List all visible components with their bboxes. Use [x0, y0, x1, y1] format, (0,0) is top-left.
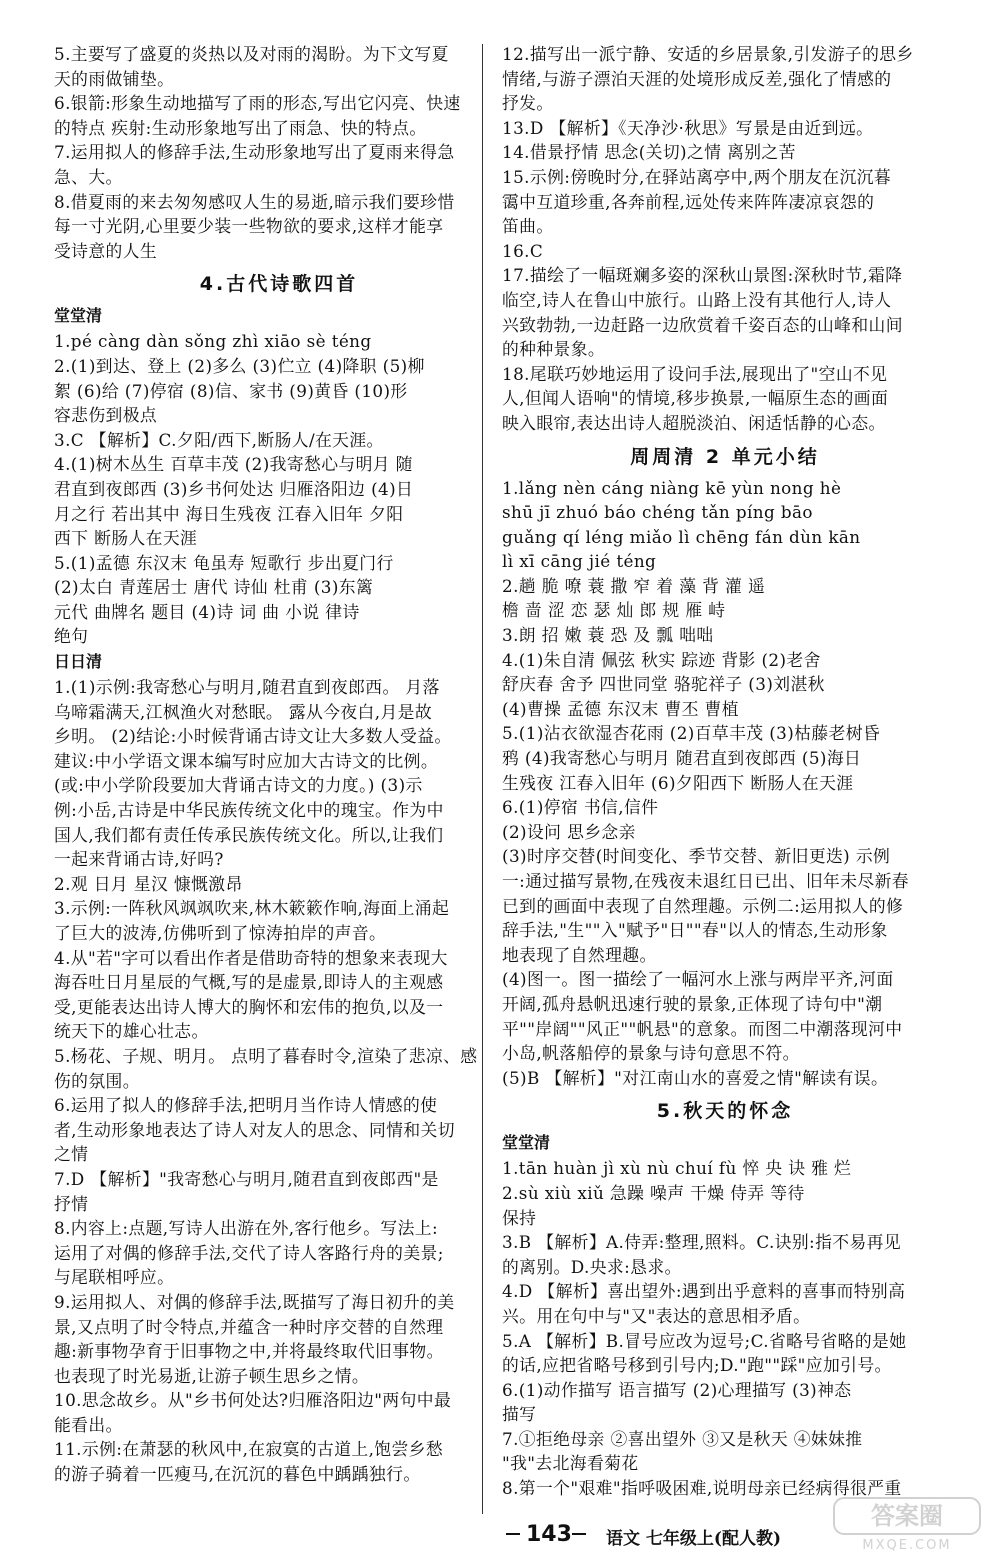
section-title: 周周清 2 单元小结: [630, 445, 820, 468]
text-line: 生残夜 江春入旧年 (6)夕阳西下 断肠人在天涯: [502, 772, 854, 793]
text-line: (5)B 【解析】"对江南山水的喜爱之情"解读有误。: [502, 1067, 889, 1088]
watermark-title: 答案圈: [871, 1502, 943, 1530]
text-line: 兴致勃勃,一边赶路一边欣赏着千姿百态的山峰和山间: [502, 314, 903, 335]
right-block-b: [502, 476, 948, 1091]
text-line: (2)太白 青莲居士 唐代 诗仙 杜甫 (3)东篱: [54, 577, 374, 598]
text-line: 一:通过描写景物,在残夜未退红日已出、旧年未尽新春: [502, 871, 909, 891]
text-line: 之情: [54, 1144, 89, 1165]
text-line: 能看出。: [54, 1414, 123, 1435]
left-block-a: [54, 42, 504, 263]
right-column: [502, 42, 948, 1501]
text-line: 2.趟 脆 嘹 蓑 撒 窄 着 藻 背 灌 遥: [502, 575, 766, 596]
right-block-a: [502, 42, 948, 436]
text-line: 景,又点明了时令特点,并蕴含一种时序交替的自然理: [54, 1316, 444, 1337]
text-line: 7.D 【解析】"我寄愁心与明月,随君直到夜郎西"是: [54, 1168, 439, 1189]
text-line: 14.借景抒情 思念(关切)之情 离别之苦: [502, 142, 796, 163]
right-block-c: [502, 1156, 948, 1500]
text-line: 笛曲。: [502, 216, 554, 237]
text-line: 5.(1)沾衣欲湿杏花雨 (2)百草丰茂 (3)枯藤老树昏: [502, 723, 881, 744]
text-line: 月之行 若出其中 海日生残夜 江春入旧年 夕阳: [54, 503, 404, 524]
text-line: 6.(1)停宿 书信,信件: [502, 797, 659, 818]
text-line: "我"去北海看菊花: [502, 1453, 639, 1474]
text-line: 伤的氛围。: [54, 1070, 140, 1091]
text-line: 1.(1)示例:我寄愁心与明月,随君直到夜郎西。 月落: [54, 677, 440, 698]
text-line: 人,但闻人语响"的情境,移步换景,一幅原生态的画面: [502, 388, 889, 409]
text-line: 4.D 【解析】喜出望外:遇到出乎意料的喜事而特别高: [502, 1281, 906, 1302]
text-line: 天的雨做铺垫。: [54, 68, 175, 89]
text-line: 运用了对偶的修辞手法,交代了诗人客路行舟的美景;: [54, 1242, 444, 1263]
text-line: 的话,应把省略号移到引号内;D."跑""踩"应加引号。: [502, 1355, 892, 1376]
text-line: 7.运用拟人的修辞手法,生动形象地写出了夏雨来得急: [54, 142, 455, 163]
text-line: 乌啼霜满天,江枫渔火对愁眠。 露从今夜白,月是故: [54, 701, 433, 722]
section-title: 4.古代诗歌四首: [199, 273, 359, 296]
text-line: 了巨大的波涛,仿佛听到了惊涛拍岸的声音。: [54, 923, 387, 943]
text-line: 君直到夜郎西 (3)乡书何处达 归雁洛阳边 (4)日: [54, 478, 414, 499]
text-line: 平""岸阔""风正""帆悬"的意象。而图二中潮落现河中: [502, 1018, 903, 1039]
text-line: 13.D 【解析】《天净沙·秋思》写景是由近到远。: [502, 117, 874, 138]
text-line: 一起来背诵古诗,好吗?: [54, 849, 224, 870]
text-line: 统天下的雄心壮志。: [54, 1021, 209, 1042]
text-line: 描写: [502, 1404, 537, 1425]
text-line: 2.观 日月 星汉 慷慨激昂: [54, 873, 243, 894]
text-line: 2.(1)到达、登上 (2)多么 (3)伫立 (4)降职 (5)柳: [54, 355, 425, 376]
text-line: 5.(1)孟德 东汉末 龟虽寿 短歌行 步出夏门行: [54, 552, 394, 573]
text-line: 3.B 【解析】A.侍弄:整理,照料。C.诀别:指不易再见: [502, 1232, 902, 1253]
text-line: 元代 曲牌名 题目 (4)诗 词 曲 小说 律诗: [54, 601, 360, 622]
watermark-url: MXQE.COM: [862, 1538, 952, 1552]
text-line: 抒情: [54, 1193, 89, 1214]
text-line: 乡明。 (2)结论:小时候背诵古诗文让大多数人受益。: [54, 726, 452, 747]
text-line: 临空,诗人在鲁山中旅行。山路上没有其他行人,诗人: [502, 289, 892, 310]
text-line: 5.主要写了盛夏的炎热以及对雨的渴盼。为下文写夏: [54, 44, 449, 64]
text-line: 2.sù xiù xiǔ 急躁 噪声 干燥 侍弄 等待: [502, 1182, 805, 1203]
text-line: 与尾联相呼应。: [54, 1267, 175, 1288]
text-line: 受诗意的人生: [54, 240, 158, 261]
text-line: 16.C: [502, 240, 544, 261]
text-line: 6.银箭:形象生动地描写了雨的形态,写出它闪亮、快速: [54, 93, 461, 114]
text-line: 霭中互道珍重,各奔前程,远处传来阵阵凄凉哀怨的: [502, 191, 875, 212]
text-line: guǎng qí léng miǎo lì chēng fán dùn kān: [502, 526, 861, 547]
text-line: 12.描写出一派宁静、安适的乡居景象,引发游子的思乡: [502, 44, 914, 64]
text-line: 开阔,孤舟悬帆迅速行驶的景象,正体现了诗句中"潮: [502, 993, 883, 1014]
text-line: 小岛,帆落船停的景象与诗句意思不符。: [502, 1043, 800, 1064]
text-line: 地表现了自然理趣。: [502, 944, 657, 965]
text-line: 映入眼帘,表达出诗人超脱淡泊、闲适恬静的心态。: [502, 412, 886, 433]
text-line: 7.①拒绝母亲 ②喜出望外 ③又是秋天 ④妹妹推: [502, 1428, 863, 1449]
text-line: 容悲伤到极点: [54, 405, 158, 426]
text-line: 4.从"若"字可以看出作者是借助奇特的想象来表现大: [54, 947, 448, 968]
text-line: 的离别。D.央求:恳求。: [502, 1256, 682, 1277]
text-line: 3.C 【解析】C.夕阳/西下,断肠人/在天涯。: [54, 429, 384, 450]
left-column: [54, 42, 504, 1487]
text-line: 4.(1)树木丛生 百草丰茂 (2)我寄愁心与明月 随: [54, 454, 413, 475]
footer-dash: [572, 1533, 586, 1535]
text-line: 6.运用了拟人的修辞手法,把明月当作诗人情感的使: [54, 1095, 438, 1116]
text-line: 鸦 (4)我寄愁心与明月 随君直到夜郎西 (5)海日: [502, 748, 862, 769]
text-line: 8.内容上:点题,写诗人出游在外,客行他乡。写法上:: [54, 1218, 439, 1239]
column-divider: [482, 44, 483, 1514]
text-line: 例:小岳,古诗是中华民族传统文化中的瑰宝。作为中: [54, 800, 444, 821]
subsection-title: 日日清: [54, 652, 103, 672]
text-line: 急、大。: [54, 166, 123, 187]
text-line: 舒庆春 舍予 四世同堂 骆驼祥子 (3)刘湛秋: [502, 674, 825, 695]
page-number: 143: [526, 1522, 572, 1547]
left-block-c: [54, 675, 504, 1487]
text-line: 8.第一个"艰难"指呼吸困难,说明母亲已经病得很严重: [502, 1478, 902, 1499]
text-line: 1.lǎng nèn cáng niàng kē yùn nong hè: [502, 477, 842, 498]
text-line: 11.示例:在萧瑟的秋风中,在寂寞的古道上,饱尝乡愁: [54, 1439, 444, 1460]
text-line: 15.示例:傍晚时分,在驿站离亭中,两个朋友在沉沉暮: [502, 166, 892, 187]
text-line: 10.思念故乡。从"乡书何处达?归雁洛阳边"两句中最: [54, 1390, 452, 1411]
watermark-logo: [832, 1496, 982, 1552]
text-line: 5.杨花、子规、明月。 点明了暮春时令,渲染了悲凉、感: [54, 1045, 478, 1066]
subsection-title: 堂堂清: [54, 306, 103, 326]
text-line: 3.示例:一阵秋风飒飒吹来,林木簌簌作响,海面上涌起: [54, 898, 450, 919]
text-line: 17.描绘了一幅斑斓多姿的深秋山景图:深秋时节,霜降: [502, 265, 903, 286]
text-line: (3)时序交替(时间变化、季节交替、新旧更迭) 示例: [502, 846, 891, 867]
text-line: 建议:中小学语文课本编写时应加大古诗文的比例。: [54, 750, 439, 771]
left-block-b: [54, 329, 504, 649]
text-line: 的种种景象。: [502, 339, 606, 360]
text-line: 趣:新事物孕育于旧事物之中,并将最终取代旧事物。: [54, 1341, 444, 1362]
text-line: 已到的画面中表现了自然理趣。示例二:运用拟人的修: [502, 895, 904, 916]
text-line: 8.借夏雨的来去匆匆感叹人生的易逝,暗示我们要珍惜: [54, 191, 455, 212]
text-line: 的特点 疾射:生动形象地写出了雨急、快的特点。: [54, 117, 427, 138]
text-line: 西下 断肠人在天涯: [54, 528, 198, 549]
text-line: 9.运用拟人、对偶的修辞手法,既描写了海日初升的美: [54, 1291, 455, 1312]
text-line: (4)图一。图一描绘了一幅河水上涨与两岸平齐,河面: [502, 969, 894, 990]
section-title: 5.秋天的怀念: [656, 1100, 794, 1123]
text-line: 1.tān huàn jì xù nù chuí fù 悴 央 诀 雅 烂: [502, 1158, 852, 1179]
text-line: 辞手法,"生""入"赋予"日""春"以人的情态,生动形象: [502, 920, 888, 941]
text-line: 海吞吐日月星辰的气概,写的是虚景,即诗人的主观感: [54, 972, 444, 993]
text-line: 3.朗 招 嫩 蓑 恐 及 瓢 咄咄: [502, 625, 714, 646]
text-line: 6.(1)动作描写 语言描写 (2)心理描写 (3)神态: [502, 1379, 852, 1400]
text-line: 国人,我们都有责任传承民族传统文化。所以,让我们: [54, 824, 444, 845]
text-line: (或:中小学阶段要加大背诵古诗文的力度。) (3)示: [54, 775, 423, 796]
text-line: 绝句: [54, 626, 89, 647]
text-line: (2)设问 思乡念亲: [502, 821, 636, 842]
text-line: (4)曹操 孟德 东汉末 曹丕 曹植: [502, 698, 739, 719]
text-line: 抒发。: [502, 93, 554, 114]
book-info: 语文 七年级上(配人教): [606, 1529, 782, 1549]
text-line: 絮 (6)给 (7)停宿 (8)信、家书 (9)黄昏 (10)形: [54, 380, 408, 401]
text-line: lì xī cāng jié téng: [502, 551, 657, 572]
text-line: 的游子骑着一匹瘦马,在沉沉的暮色中踽踽独行。: [54, 1464, 421, 1485]
text-line: 18.尾联巧妙地运用了设问手法,展现出了"空山不见: [502, 363, 888, 384]
text-line: 每一寸光阴,心里要少装一些物欲的要求,这样才能享: [54, 216, 444, 237]
text-line: 檐 啬 涩 恋 瑟 灿 郎 规 雁 峙: [502, 600, 726, 621]
text-line: 1.pé càng dàn sǒng zhì xiāo sè téng: [54, 331, 372, 352]
text-line: 也表现了时光易逝,让游子顿生思乡之情。: [54, 1365, 369, 1386]
text-line: 情绪,与游子漂泊天涯的处境形成反差,强化了情感的: [502, 68, 892, 89]
text-line: shū jī zhuó báo chéng tǎn píng bāo: [502, 502, 813, 523]
subsection-title: 堂堂清: [502, 1133, 551, 1153]
text-line: 受,更能表达出诗人博大的胸怀和宏伟的抱负,以及一: [54, 996, 444, 1017]
text-line: 保持: [502, 1207, 537, 1228]
text-line: 4.(1)朱自清 佩弦 秋实 踪迹 背影 (2)老舍: [502, 649, 821, 670]
text-line: 5.A 【解析】B.冒号应改为逗号;C.省略号省略的是她: [502, 1330, 907, 1351]
text-line: 者,生动形象地表达了诗人对友人的思念、同情和关切: [54, 1119, 455, 1140]
text-line: 兴。用在句中与"又"表达的意思相矛盾。: [502, 1305, 811, 1326]
footer-dash: [506, 1533, 520, 1535]
